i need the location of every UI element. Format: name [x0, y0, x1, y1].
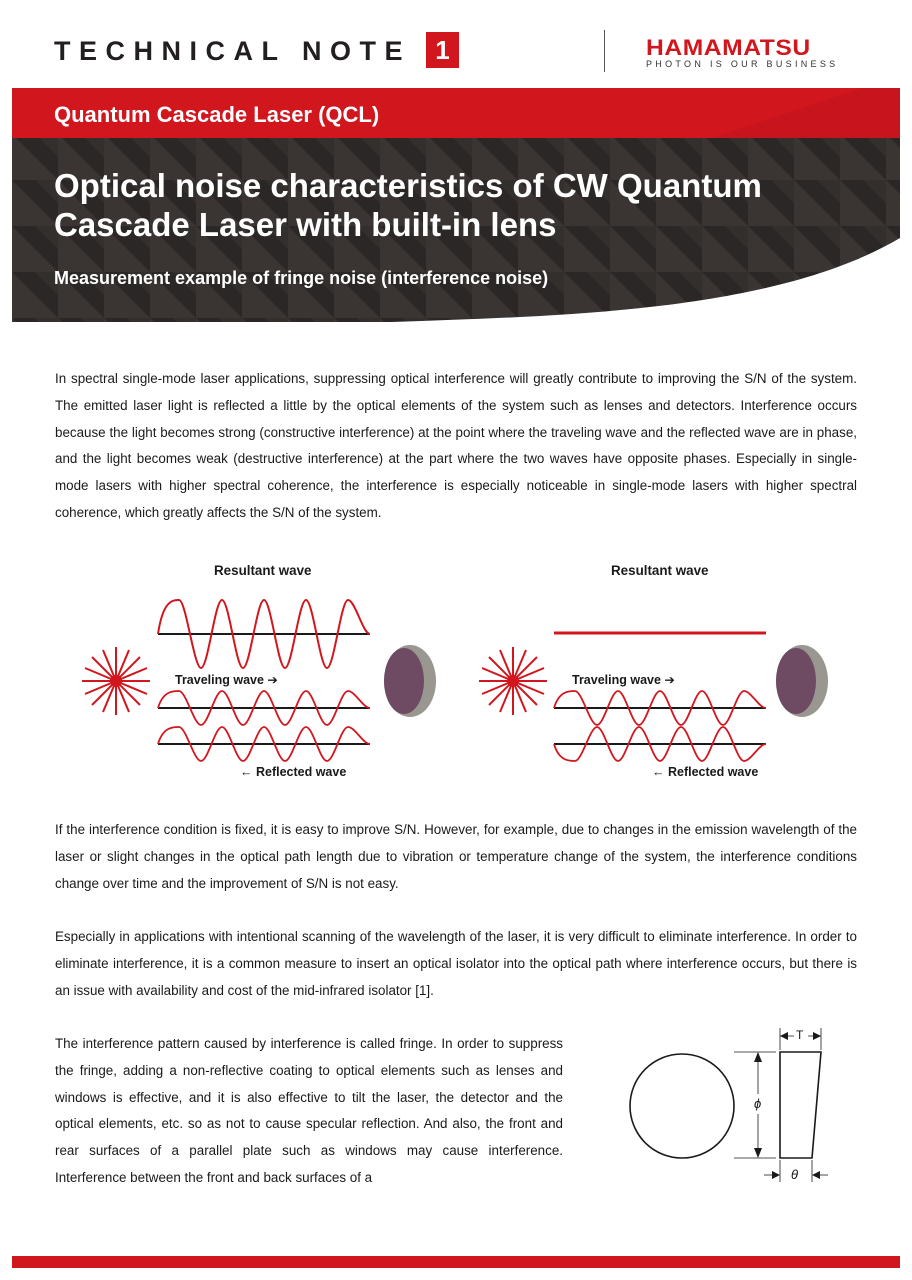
reflected-wave-label: ← Reflected wave — [240, 765, 347, 779]
intro-paragraph: In spectral single-mode laser applications, suppressing optical interference will greatly contribute to improving the S/N of the system. The emitted laser light is reflected a little by the optical elements of the system such as lenses and detectors. Interference occurs because the light becomes strong (constructive interference) at the point where the traveling wave and the reflected wave are in phase, and the light becomes weak (destructive interference) at the part where the two waves have opposite phases. Especially in single-mode lasers with higher spectral coherence, the interference is especially noticeable in single-mode lasers with higher spectral coherence, which greatly affects the S/N of the system. — [55, 371, 857, 520]
laser-burst-icon — [82, 647, 150, 715]
logo-tagline: PHOTON IS OUR BUSINESS — [646, 59, 839, 69]
footer-bar — [12, 1256, 900, 1268]
traveling-wave-label: Traveling wave ➔ — [175, 673, 278, 687]
destructive-waves-svg — [456, 556, 856, 786]
thickness-label: T — [796, 1028, 804, 1042]
fixed-condition-paragraph: If the interference condition is fixed, it is easy to improve S/N. However, for example, due to changes in the emission wavelength of the laser or slight changes in the optical path length due to vibration or temperature change of the system, the interference conditions change over time and the improvement of S/N is not easy. — [55, 822, 857, 891]
page-subtitle: Measurement example of fringe noise (interference noise) — [54, 268, 549, 288]
angle-label: θ — [791, 1167, 799, 1182]
wedge-window-svg — [620, 1020, 840, 1192]
traveling-wave-label: Traveling wave ➔ — [572, 673, 675, 687]
resultant-wave-label: Resultant wave — [214, 563, 312, 578]
reflector-disc-icon — [384, 645, 436, 717]
product-line: Quantum Cascade Laser (QCL) — [54, 102, 380, 127]
resultant-wave-label: Resultant wave — [611, 563, 709, 578]
fringe-paragraph: The interference pattern caused by interference is called fringe. In order to suppress the fringe, adding a non-reflective coating to optical elements such as lenses and windows is effective, and it is also effective to tilt the laser, the detector and the optical elements, etc. so as not to cause specular reflection. And also, the front and rear surfaces of a parallel plate such as windows may cause interference. Interference between the front and back surfaces of a — [55, 1036, 563, 1185]
laser-burst-icon — [479, 647, 547, 715]
reflector-disc-icon — [776, 645, 828, 717]
window-side-view — [780, 1052, 821, 1158]
technical-note-number: 1 — [426, 32, 459, 68]
hamamatsu-logo: HAMAMATSU — [646, 35, 811, 60]
reflected-wave-label: ← Reflected wave — [652, 765, 759, 779]
constructive-interference-diagram — [60, 556, 460, 786]
window-front-view — [630, 1054, 734, 1158]
wedge-window-diagram — [620, 1020, 840, 1192]
scanning-paragraph: Especially in applications with intentional scanning of the wavelength of the laser, it is very difficult to eliminate interference. In order to eliminate interference, it is a common measure to insert an optical isolator into the optical path where interference occurs, but there is an issue with availability and cost of the mid-infrared isolator [1]. — [55, 929, 857, 998]
constructive-waves-svg — [60, 556, 460, 786]
page-title: Optical noise characteristics of CW Quantum Cascade Laser with built-in lens — [54, 167, 762, 243]
header-divider — [604, 30, 605, 72]
diameter-label: ϕ — [754, 1096, 762, 1111]
destructive-interference-diagram — [456, 556, 856, 786]
technical-note-label: TECHNICAL NOTE — [54, 36, 412, 66]
